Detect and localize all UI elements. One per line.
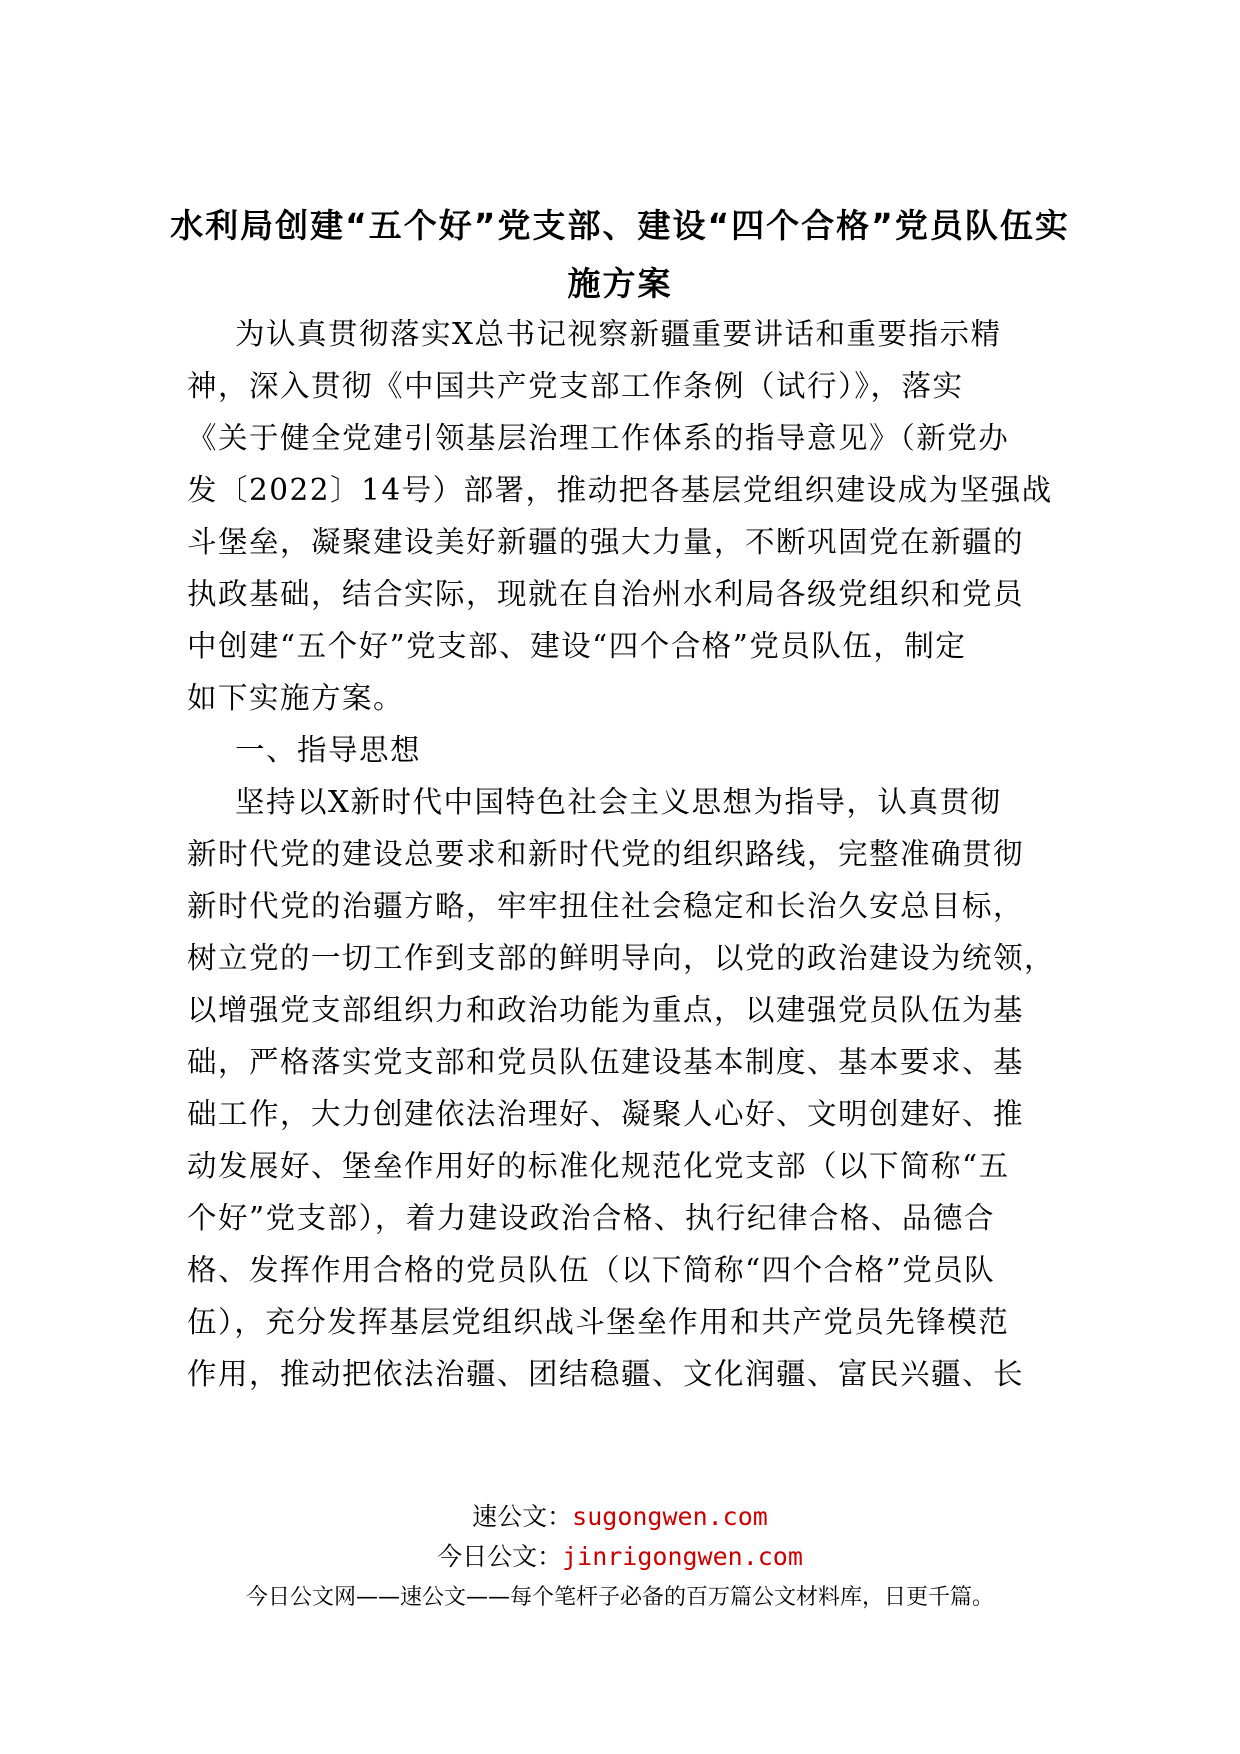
body-line: 坚持以X新时代中国特色社会主义思想为指导，认真贯彻 bbox=[235, 785, 1002, 819]
footer-label-sugongwen: 速公文： bbox=[472, 1502, 573, 1531]
body-line: 为认真贯彻落实X总书记视察新疆重要讲话和重要指示精 bbox=[235, 317, 1002, 351]
body-line: 如下实施方案。 bbox=[187, 681, 405, 715]
footer-line-2 bbox=[0, 1537, 1240, 1573]
footer-link-sugongwen[interactable]: sugongwen.com bbox=[572, 1502, 768, 1531]
body-line: 础工作，大力创建依法治理好、凝聚人心好、文明创建好、推 bbox=[187, 1097, 1025, 1131]
document-title-line-2: 施方案 bbox=[567, 264, 673, 303]
body-line: 树立党的一切工作到支部的鲜明导向，以党的政治建设为统领， bbox=[187, 941, 1056, 975]
body-line: 作用，推动把依法治疆、团结稳疆、文化润疆、富民兴疆、长 bbox=[187, 1357, 1025, 1391]
body-line: 神，深入贯彻《中国共产党支部工作条例（试行）》，落实 bbox=[187, 369, 964, 403]
body-line: 新时代党的治疆方略，牢牢扭住社会稳定和长治久安总目标， bbox=[187, 889, 1025, 923]
body-line: 执政基础，结合实际，现就在自治州水利局各级党组织和党员 bbox=[187, 577, 1025, 611]
footer-label-jinrigongwen: 今日公文： bbox=[437, 1542, 563, 1571]
body-line: 《关于健全党建引领基层治理工作体系的指导意见》（新党办 bbox=[187, 421, 1010, 455]
footer-line-1 bbox=[0, 1497, 1240, 1533]
body-line: 个好”党支部），着力建设政治合格、执行纪律合格、品德合 bbox=[187, 1201, 995, 1235]
footer-link-jinrigongwen[interactable]: jinrigongwen.com bbox=[562, 1542, 803, 1571]
body-line: 础，严格落实党支部和党员队伍建设基本制度、基本要求、基 bbox=[187, 1045, 1025, 1079]
body-line: 以增强党支部组织力和政治功能为重点，以建强党员队伍为基 bbox=[187, 993, 1025, 1027]
body-line: 新时代党的建设总要求和新时代党的组织路线，完整准确贯彻 bbox=[187, 837, 1025, 871]
section-heading: 一、指导思想 bbox=[235, 733, 422, 767]
body-line: 斗堡垒，凝聚建设美好新疆的强大力量，不断巩固党在新疆的 bbox=[187, 525, 1025, 559]
document-title-line-1: 水利局创建“五个好”党支部、建设“四个合格”党员队伍实 bbox=[170, 206, 1070, 245]
body-line: 格、发挥作用合格的党员队伍（以下简称“四个合格”党员队 bbox=[187, 1253, 996, 1287]
body-line: 中创建“五个好”党支部、建设“四个合格”党员队伍，制定 bbox=[187, 629, 967, 663]
footer-slogan: 今日公文网——速公文——每个笔杆子必备的百万篇公文材料库，日更千篇。 bbox=[245, 1585, 994, 1610]
body-line: 发〔2022〕14号）部署，推动把各基层党组织建设成为坚强战 bbox=[187, 473, 1053, 507]
body-line: 伍），充分发挥基层党组织战斗堡垒作用和共产党员先锋模范 bbox=[187, 1305, 1010, 1339]
body-line: 动发展好、堡垒作用好的标准化规范化党支部（以下简称“五 bbox=[187, 1149, 1010, 1183]
